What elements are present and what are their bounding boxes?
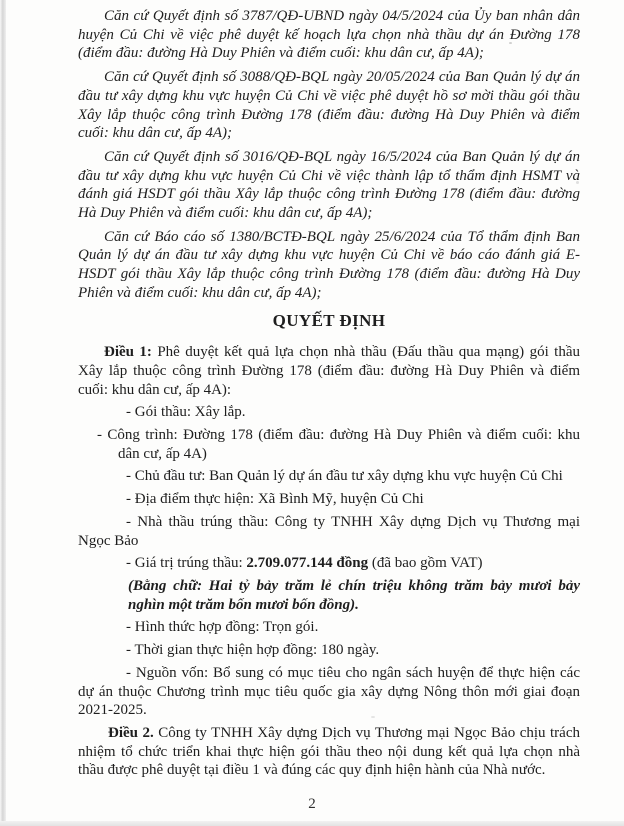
detail-item-nha-thau: - Nhà thầu trúng thầu: Công ty TNHH Xây dựng Dịch vụ Thương mại Ngọc Bảo bbox=[78, 513, 580, 549]
article-1-text: Phê duyệt kết quả lựa chọn nhà thầu (Đấu thầu qua mạng) gói thầu Xây lắp thuộc công trình Đường 178 (điểm đầu: đường Hà Duy Phiên và điểm cuối: khu dân cư, ấp 4A): bbox=[78, 344, 580, 398]
detail-item-goi-thau: - Gói thầu: Xây lắp. bbox=[126, 404, 246, 421]
detail-item-chu-dau-tu: - Chủ đầu tư: Ban Quản lý dự án đầu tư xây dựng khu vực huyện Củ Chi bbox=[126, 468, 563, 485]
preamble-paragraph-3: Căn cứ Quyết định số 3016/QĐ-BQL ngày 16/5/2024 của Ban Quản lý dự án đầu tư xây dựng khu vực huyện Củ Chi về việc thành lập tổ thẩm định HSMT và đánh giá HSDT gói thầu Xây lắp thuộc công trình Đường 178 (điểm đầu: đường Hà Duy Phiên và điểm cuối: khu dân cư, ấp 4A); bbox=[78, 148, 580, 222]
amount-in-words: (Bằng chữ: Hai tỷ bảy trăm lẻ chín triệu không trăm bảy mươi bảy nghìn một trăm bốn mươi bốn đồng). bbox=[128, 577, 580, 613]
gia-tri-label: - Giá trị trúng thầu: bbox=[126, 555, 247, 572]
article-1-paragraph bbox=[78, 343, 580, 399]
preamble-paragraph-2: Căn cứ Quyết định số 3088/QĐ-BQL ngày 20/05/2024 của Ban Quản lý dự án đầu tư xây dựng khu vực huyện Củ Chi về việc phê duyệt hồ sơ mời thầu gói thầu Xây lắp thuộc công trình Đường 178 (điểm đầu: đường Hà Duy Phiên và điểm cuối: khu dân cư, ấp 4A); bbox=[78, 69, 580, 142]
preamble-paragraph-1: Căn cứ Quyết định số 3787/QĐ-UBND ngày 04/5/2024 của Ủy ban nhân dân huyện Củ Chi về việc phê duyệt kế hoạch lựa chọn nhà thầu dự án Đường 178 (điểm đầu: đường Hà Duy Phiên và điểm cuối: khu dân cư, ấp 4A); bbox=[78, 8, 580, 62]
detail-item-cong-trinh: - Công trình: Đường 178 (điểm đầu: đường Hà Duy Phiên và điểm cuối: khu dân cư, ấp 4A) bbox=[97, 427, 580, 462]
article-2-text: Công ty TNHH Xây dựng Dịch vụ Thương mại Ngọc Bảo chịu trách nhiệm tổ chức triển khai thực hiện gói thầu theo nội dung kết quả lựa chọn nhà thầu được phê duyệt tại điều 1 và đúng các quy định hiện hành của Nhà nước. bbox=[78, 724, 580, 779]
detail-item-thoi-gian: - Thời gian thực hiện hợp đồng: 180 ngày. bbox=[126, 642, 380, 659]
preamble-section bbox=[78, 7, 580, 303]
article-2-label: Điều 2. bbox=[108, 724, 154, 741]
gia-tri-value: 2.709.077.144 đồng bbox=[246, 555, 369, 572]
preamble-paragraph-4: Căn cứ Báo cáo số 1380/BCTĐ-BQL ngày 25/6/2024 của Tổ thẩm định Ban Quản lý dự án đầu tư xây dựng khu vực huyện Củ Chi về báo cáo đánh giá E-HSDT gói thầu Xây lắp thuộc công trình Đường 178 (điểm đầu: đường Hà Duy Phiên và điểm cuối: khu dân cư, ấp 4A); bbox=[78, 228, 580, 301]
detail-item-dia-diem: - Địa điểm thực hiện: Xã Bình Mỹ, huyện Củ Chi bbox=[126, 491, 424, 508]
page-bottom-scan-edge bbox=[0, 821, 624, 826]
document-body bbox=[78, 7, 580, 780]
page-number: 2 bbox=[308, 796, 316, 812]
decision-heading: QUYẾT ĐỊNH bbox=[272, 310, 386, 330]
gia-tri-suffix: (đã bao gồm VAT) bbox=[368, 555, 483, 572]
detail-item-gia-tri bbox=[78, 554, 580, 573]
detail-item-hinh-thuc: - Hình thức hợp đồng: Trọn gói. bbox=[126, 619, 319, 636]
page-left-scan-edge bbox=[0, 0, 6, 826]
detail-item-nguon-von: - Nguồn vốn: Bổ sung có mục tiêu cho ngân sách huyện để thực hiện các dự án thuộc Chương trình mục tiêu quốc gia xây dựng Nông thôn mới giai đoạn 2021-2025. bbox=[78, 664, 580, 719]
article-2-paragraph bbox=[78, 724, 580, 780]
article-1-label: Điều 1: bbox=[104, 344, 152, 361]
